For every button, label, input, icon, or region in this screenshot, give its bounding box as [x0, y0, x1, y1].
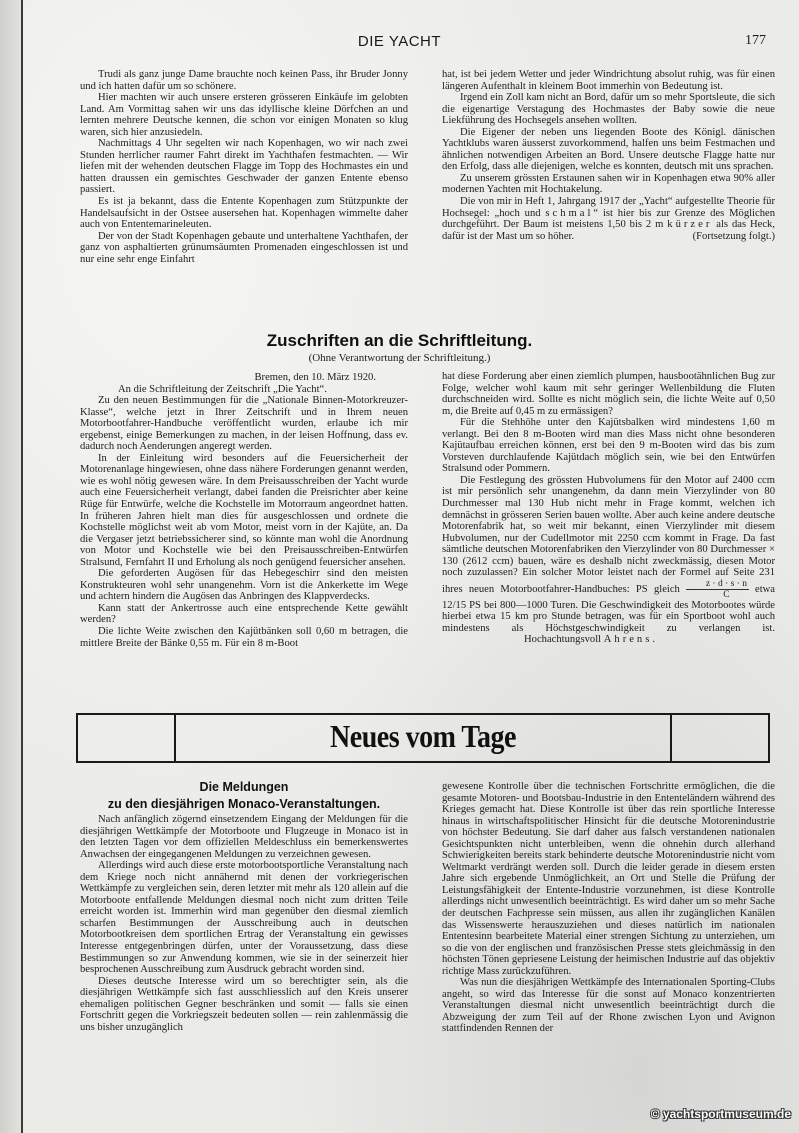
- theory-paragraph: [442, 196, 775, 242]
- paragraph: gewesene Kontrolle über die technischen Fortschritte ermöglichen, die die gesamte Motoren- und Bootsbau-Industrie in den Ententeländern während des Krieges gemacht hat. Diese Kontrolle ist über das rein sportliche Interesse hinaus in wirtschaftspolitischer Hinsicht für die deutsche Motorenindustrie von höchster Bedeutung. Sie darf daher aus falsch verstandenen nationalen Gesichtspunkten nicht unterbleiben, wenn die ohnehin durch allerhand Schwierigkeiten bereits stark behinderte deutsche Motorenindustrie nicht vom Weltmarkt verdrängt werden soll. Durch die leider gerade in diesem ersten Jahre sich ergebende Unmöglichkeit, an Ort und Stelle die Prüfung der Leistungsfähigkeit der Entente-Industrie vorzunehmen, ist diese Kontrolle allerdings nicht unwesentlich beeinträchtigt. Es wird daher um so mehr Sache der deutschen Fachpresse sein müssen, aus allen ihr zugänglichen Kanälen das Wissenswerte herauszuziehen und dieses natürlich im nationalen Ententesinn bearbeitete Material einer strengen Sichtung zu unterziehen, um so die von der englischen und französischen Presse stets gleichmässig in den höchsten Tönen gepriesene Leistung der heimischen Industrie auf das objektiv richtige Mass zurückzuführen.: [442, 781, 775, 977]
- paragraph: hat, ist bei jedem Wetter und jeder Windrichtung absolut ruhig, was für einen längeren Aufenthalt in kleinem Boot immerhin von Bedeutung ist.: [442, 69, 775, 92]
- text: “ ist hier bis zur Grenze des Möglichen durchgeführt. Der Baum ist meistens 1,50 bis 2 m: [442, 207, 775, 231]
- text: etwa 12/15 PS bei 800—1000 Turen. Die Geschwindigkeit des Motorbootes würde hierbei etwa 15 km pro Stunde betragen, was für ein Sportboot wohl auch mindestens als Höchstgeschwindigkeit zu verlangen ist.: [442, 583, 775, 634]
- text: Die Festlegung des grössten Hubvolumens für den Motor auf 2400 ccm ist mir persönlich sehr unangenehm, da dann mein Vierzylinder von 80 Durchmesser mal 130 Hub nicht mehr in Frage kommt, welchen ich demnächst in grösseren Serien bauen wollte. Aber auch keine andere deutsche Motorenfabrik hat, so weit mir bekannt, einen Vierzylinder mit diesem Hubvolumen, nur der Cudellmotor mit 2250 ccm kommt in Frage. Da fast sämtliche deutschen Motorenfabriken den Vierzylinder von 80 Durchmesser × 130 (2612 ccm) bauen, wäre es deshalb nicht zweckmässig, diesen Motor noch zuzulassen? Ein solcher Motor leistet nach der Formel auf Seite 231 ihres neuen Motorbootfahrer-Handbuches: PS gleich: [442, 474, 775, 595]
- paragraph: Allerdings wird auch diese erste motorbootsportliche Veranstaltung nach dem Kriege noch nicht annähernd mit denen der vorkriegerischen Wettkämpfe zu vergleichen sein, deren letzter mit mehr als 120 allein auf die Motorboote entfallende Meldungen diesmal noch nicht zum dritten Teile erreicht worden ist. Immerhin wird man gegenüber den diesmal ziemlich scharfen Bestimmungen der Ausschreibung auch in deutschen Motorbootkreisen dem sportlichen Ertrag der Veranstaltung ein gewisses Interesse entgegenbringen dürfen, unter der Voraussetzung, dass diese Bestimmungen so zur Anwendung kommen, wie sie in der seinerzeit hier besprochenen Ausschreibung zum Ausdruck gebracht worden sind.: [80, 860, 408, 976]
- spaced-emphasis: kürzer: [667, 219, 713, 231]
- paragraph: Die geforderten Augösen für das Hebegeschirr sind den meisten Konstrukteuren wohl sehr unangenehm. Vorn ist die Ankerkette im Wege und achtern hindern die Augösen das Anbringen des Klappverdecks.: [80, 568, 408, 603]
- news-article-title: Die Meldungen: [199, 780, 289, 794]
- magazine-title: DIE YACHT: [357, 33, 442, 50]
- paragraph: Die lichte Weite zwischen den Kajütbänken soll 0,60 m betragen, die mittlere Breite der Bänke 0,55 m. Für ein 8 m-Boot: [80, 626, 408, 649]
- letter-right-column: [442, 371, 775, 646]
- paragraph: Kann statt der Ankertrosse auch eine entsprechende Kette gewählt werden?: [80, 602, 408, 626]
- news-right-column: [442, 781, 775, 1035]
- paragraph: Hier machten wir auch unsere ersteren grösseren Einkäufe im gelobten Land. Am Vormittag sahen wir uns das idyllische kleine Dörfchen an und lernten mehrere Deutsche kennen, die schon vor einigen Monaten so klug waren, sich hier anzusiedeln.: [80, 92, 408, 138]
- continuation-note: (Fortsetzung folgt.): [692, 230, 775, 242]
- news-left-column: [80, 814, 408, 1033]
- paragraph: In der Einleitung wird besonders auf die Feuersicherheit der Motorenanlage hingewiesen, ohne dass nähere Forderungen genannt werden, wie es wohl nötig gewesen wäre. In dem Preisausschreiben der Yacht wurde auch eine Feuersicherheit verlangt, dabei fanden die Preisrichter aber keine Rüge für Entwürfe, welche die Kochstelle im Motorraum angeordnet hatten. In früheren Jahren hielt man dies für ausgeschlossen und ordnete die Kochstelle möglichst weit ab vom Motor, meist vorn in der Kajüte, an. Da die Vergaser jetzt betriebssicherer sind, so könnte man wohl die Anordnung von Motor und Kochstelle wie bei den Preisausschreiben-Entwürfen Stralsund, Fernfahrt II und Erholung als noch genügend feuersicher ansehen.: [80, 452, 408, 568]
- binding-edge: [0, 0, 22, 1133]
- paragraph: hat diese Forderung aber einen ziemlich plumpen, hausbootähnlichen Bug zur Folge, welcher wohl kaum mit sehr geringer Wellenbildung die Fluten durchschneiden wird. Sollte es nicht möglich sein, die lichte Weite auf 0,50 m, die Breite auf 0,45 m zu ermässigen?: [442, 371, 775, 417]
- binding-line: [21, 0, 23, 1133]
- continued-article-left-column: [80, 69, 408, 265]
- banner-right-box: [670, 715, 768, 761]
- text: Die von mir in Heft 1, Jahrgang 1917 der „Yacht“ aufgestellte Theorie für Hochsegel: „hoch und: [442, 196, 775, 219]
- continued-article-right-column: [442, 69, 775, 242]
- copyright-watermark: © yachtsportmuseum.de: [650, 1107, 791, 1121]
- letter-salutation: An die Schriftleitung der Zeitschrift „Die Yacht“.: [118, 383, 327, 395]
- banner-left-box: [78, 715, 176, 761]
- signature-name: Ahrens.: [603, 634, 658, 646]
- paragraph: Irgend ein Zoll kam nicht an Bord, dafür um so mehr Sportsleute, die sich die eigenartige Verstagung des Hochmastes der Baby sowie die neue Liekführung des Hochsegels ansehen wollten.: [442, 92, 775, 127]
- formula-numerator: z · d · s · n: [686, 579, 749, 590]
- paragraph: Was nun die diesjährigen Wettkämpfe des Internationalen Sporting-Clubs angeht, so wird das Interesse für die sonst auf Monaco konzentrierten Veranstaltungen diesmal nicht unwesentlich beeinträchtigt durch die Abzweigung der zum Teil auf der Rhone zwischen Lyon und Avignon stattfindenden Rennen der: [442, 977, 775, 1035]
- paragraph: Die Eigener der neben uns liegenden Boote des Königl. dänischen Yachtklubs waren äusserst zuvorkommend, halfen uns beim Festmachen und ähnlichen notwendigen Arbeiten an Bord. Unsere deutsche Flagge hatte nur den Erfolg, dass alle diejenigen, welche es konnten, deutsch mit uns sprachen.: [442, 126, 775, 173]
- paragraph: Zu den neuen Bestimmungen für die „Nationale Binnen-Motorkreuzer-Klasse“, welche jetzt in Ihrer Zeitschrift und in Ihrem neuen Motorbootfahrer-Handbuche veröffentlicht wurden, erlaube ich mir ergebenst, einige Bemerkungen zu machen, in der leisen Hoffnung, dass ev. dadurch noch Aenderungen angeregt werden.: [80, 395, 408, 453]
- paragraph: Zu unserem grössten Erstaunen sahen wir in Kopenhagen etwa 90% aller modernen Yachten mit Hochtakelung.: [442, 172, 775, 196]
- news-article-subtitle: zu den diesjährigen Monaco-Veranstaltungen.: [107, 797, 381, 811]
- paragraph: Dieses deutsche Interesse wird um so berechtigter sein, als die diesjährigen Wettkämpfe sich fast ausschliesslich auf den Kreis unserer ehemaligen politischen Gegner beschränken und somit — falls sie einen Fortschritt gegen die Vorkriegszeit bedeuten sollen — rein zahlenmässig die uns bisher unzugänglich: [80, 975, 408, 1033]
- paragraph: Es ist ja bekannt, dass die Entente Kopenhagen zum Stützpunkte der Handelsaufsicht in der Ostsee ausersehen hat. Kopenhagen wimmelte daher auch von Ententemarineleuten.: [80, 196, 408, 231]
- formula-denominator: C: [723, 589, 730, 600]
- letter-closing: [506, 634, 658, 646]
- letters-section-subtitle: (Ohne Verantwortung der Schriftleitung.): [308, 352, 491, 364]
- letter-dateline: Bremen, den 10. März 1920.: [254, 372, 376, 383]
- closing-text: Hochachtungsvoll: [524, 634, 602, 646]
- page-number: 177: [745, 33, 766, 48]
- spaced-emphasis: schmal: [545, 207, 594, 219]
- paragraph: Der von der Stadt Kopenhagen gebaute und unterhaltene Yachthafen, der ganz von asphaltierten grünumsäumten Promenaden eingeschlossen ist und nur eine sehr enge Einfahrt: [80, 230, 408, 265]
- hp-formula: [686, 579, 749, 600]
- banner-title: Neues vom Tage: [330, 719, 516, 756]
- paragraph: Für die Stehhöhe unter den Kajütsbalken wird mindestens 1,60 m verlangt. Bei den 8 m-Booten wird man dies Mass nicht ohne besonderen Kajütaufbau erreichen können, erst bei den 9 m-Booten wird das bis zum Vorsteven durchlaufende Kajütdach möglich sein, wie bei den Entwürfen Stralsund oder Pommern.: [442, 417, 775, 475]
- letters-section-title: Zuschriften an die Schriftleitung.: [266, 331, 533, 350]
- paragraph: Trudi als ganz junge Dame brauchte noch keinen Pass, ihr Bruder Jonny und ich hatten dafür um so schönere.: [80, 69, 408, 92]
- engine-paragraph: [442, 475, 775, 646]
- letter-left-column: [80, 372, 408, 649]
- paragraph: Nachmittags 4 Uhr segelten wir nach Kopenhagen, wo wir nach zwei Stunden herrlicher raumer Fahrt direkt im Yachthafen festmachten. — Wir liefen mit der wehenden deutschen Flagge im Topp des Hochmastes ein und hatten draussen ein gemischtes Geschwader der ganzen Entente ebenso passiert.: [80, 138, 408, 196]
- text: als das Heck, dafür ist der Mast um so höher.: [442, 219, 775, 242]
- news-banner: [76, 713, 770, 763]
- paragraph: Nach anfänglich zögernd einsetzendem Eingang der Meldungen für die diesjährigen Wettkämpfe der Motorboote und Flugzeuge in Monaco ist in den letzten Tagen vor dem offiziellen Meldeschluss ein bemerkenswertes Anwachsen der eingegangenen Meldungen zu verzeichnen gewesen.: [80, 814, 408, 860]
